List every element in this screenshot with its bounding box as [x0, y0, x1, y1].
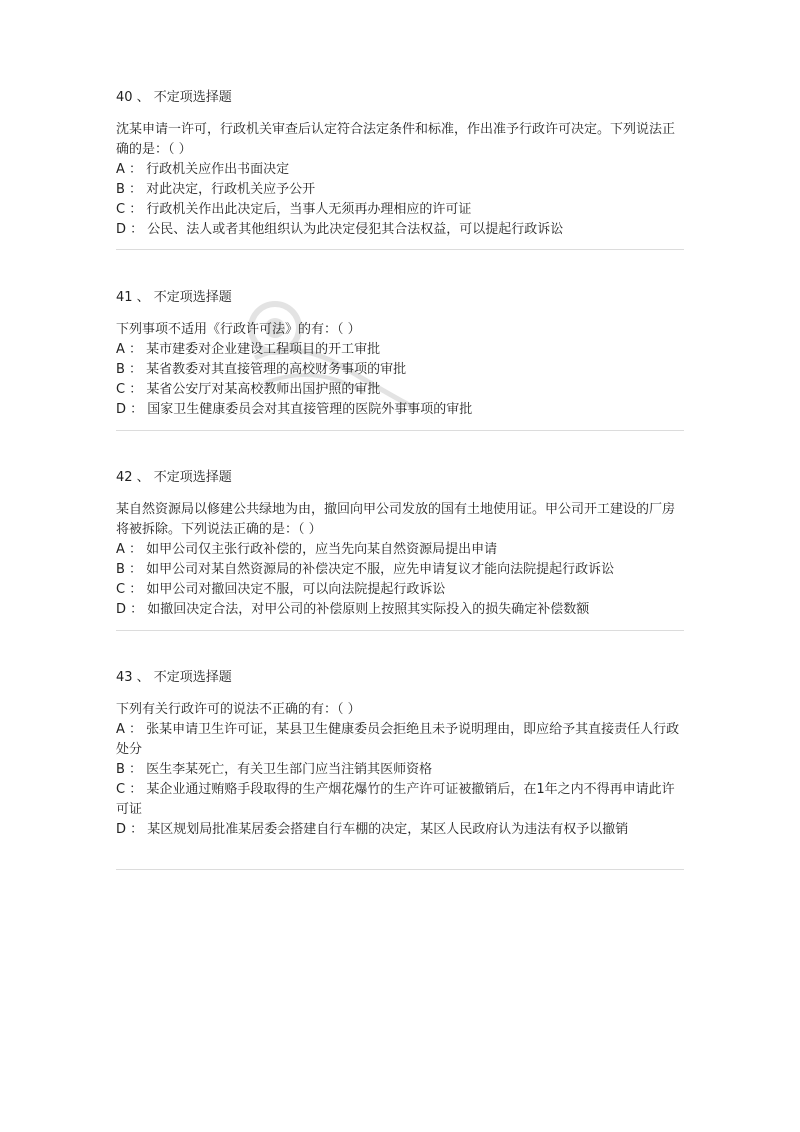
question-stem: 沈某申请一许可，行政机关审查后认定符合法定条件和标准，作出准予行政许可决定。下列说法正确的是：（ ） [116, 122, 676, 157]
question-stem: 下列事项不适用《行政许可法》的有：（ ） [116, 322, 361, 337]
question-divider [116, 249, 684, 250]
option-c: C ： 行政机关作出此决定后，当事人无须再办理相应的许可证 [116, 202, 472, 217]
option-d: D ： 某区规划局批准某居委会搭建自行车棚的决定，某区人民政府认为违法有权予以撤销 [116, 822, 629, 837]
question-stem: 下列有关行政许可的说法不正确的有：（ ） [116, 702, 361, 717]
option-c: C ： 某省公安厅对某高校教师出国护照的审批 [116, 382, 381, 397]
question-42 [116, 468, 686, 620]
option-c: C ： 如甲公司对撤回决定不服，可以向法院提起行政诉讼 [116, 582, 446, 597]
question-41 [116, 288, 686, 420]
option-a: A ： 行政机关应作出书面决定 [116, 162, 290, 177]
question-divider [116, 430, 684, 431]
question-43 [116, 668, 686, 840]
question-title: 40 、 不定项选择题 [116, 90, 232, 105]
option-a: A ： 张某申请卫生许可证，某县卫生健康委员会拒绝且未予说明理由，即应给予其直接责任人行政处分 [116, 722, 680, 757]
option-b: B ： 医生李某死亡，有关卫生部门应当注销其医师资格 [116, 762, 433, 777]
option-d: D ： 公民、法人或者其他组织认为此决定侵犯其合法权益，可以提起行政诉讼 [116, 222, 564, 237]
option-b: B ： 如甲公司对某自然资源局的补偿决定不服，应先申请复议才能向法院提起行政诉讼 [116, 562, 615, 577]
question-divider [116, 630, 684, 631]
question-divider [116, 869, 684, 870]
option-a: A ： 某市建委对企业建设工程项目的开工审批 [116, 342, 381, 357]
option-b: B ： 某省教委对其直接管理的高校财务事项的审批 [116, 362, 407, 377]
question-title: 42 、 不定项选择题 [116, 470, 232, 485]
option-b: B ： 对此决定，行政机关应予公开 [116, 182, 316, 197]
option-c: C ： 某企业通过贿赂手段取得的生产烟花爆竹的生产许可证被撤销后，在1年之内不得再申请此许可证 [116, 782, 675, 817]
question-40 [116, 88, 686, 240]
option-d: D ： 国家卫生健康委员会对其直接管理的医院外事事项的审批 [116, 402, 473, 417]
question-stem: 某自然资源局以修建公共绿地为由，撤回向甲公司发放的国有土地使用证。甲公司开工建设的厂房将被拆除。下列说法正确的是：（ ） [116, 502, 676, 537]
question-title: 43 、 不定项选择题 [116, 670, 232, 685]
question-title: 41 、 不定项选择题 [116, 290, 232, 305]
option-a: A ： 如甲公司仅主张行政补偿的，应当先向某自然资源局提出申请 [116, 542, 498, 557]
option-d: D ： 如撤回决定合法，对甲公司的补偿原则上按照其实际投入的损失确定补偿数额 [116, 602, 590, 617]
